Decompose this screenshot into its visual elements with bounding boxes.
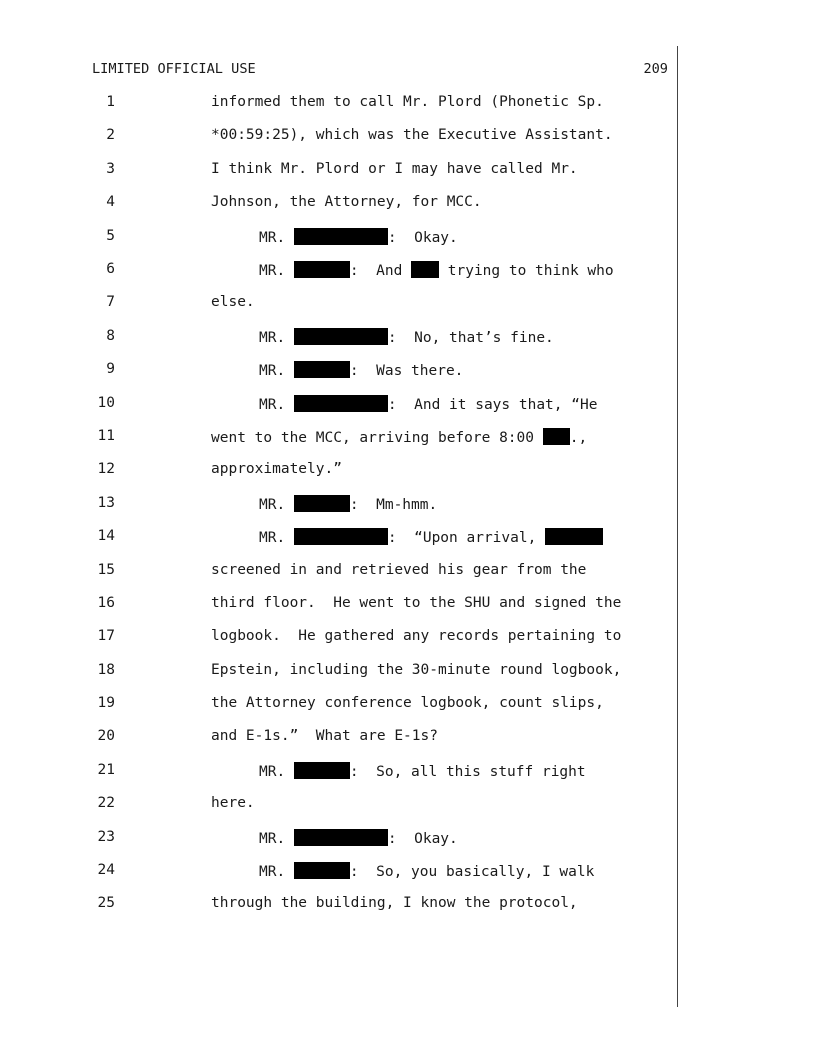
redaction-block <box>294 528 388 545</box>
line-text: MR. : And it says that, “He <box>259 397 598 413</box>
transcript-line <box>0 662 816 686</box>
transcript-line <box>0 895 816 919</box>
line-number: 1 <box>106 94 115 110</box>
line-number: 25 <box>97 895 115 911</box>
line-text: MR. : And trying to think who <box>259 263 614 279</box>
line-text: and E-1s.” What are E-1s? <box>211 728 438 744</box>
transcript-line <box>0 261 816 285</box>
line-text: MR. : So, you basically, I walk <box>259 864 595 880</box>
line-number: 5 <box>106 228 115 244</box>
classification-label: LIMITED OFFICIAL USE <box>92 61 256 77</box>
line-text: screened in and retrieved his gear from the <box>211 562 587 578</box>
line-text: MR. : Was there. <box>259 363 464 379</box>
transcript-line <box>0 829 816 853</box>
transcript-line <box>0 127 816 151</box>
line-text: the Attorney conference logbook, count slips, <box>211 695 604 711</box>
transcript-line <box>0 528 816 552</box>
line-number: 14 <box>97 528 115 544</box>
transcript-line <box>0 361 816 385</box>
line-number: 9 <box>106 361 115 377</box>
line-text: third floor. He went to the SHU and signed the <box>211 595 622 611</box>
line-text: MR. : So, all this stuff right <box>259 764 586 780</box>
transcript-line <box>0 428 816 452</box>
line-text: MR. : Okay. <box>259 831 458 847</box>
line-number: 18 <box>97 662 115 678</box>
transcript-line <box>0 328 816 352</box>
transcript-line <box>0 695 816 719</box>
page-header <box>92 61 668 81</box>
line-text: MR. : Mm-hmm. <box>259 497 438 513</box>
redaction-block <box>294 829 388 846</box>
line-number: 6 <box>106 261 115 277</box>
line-text: approximately.” <box>211 461 342 477</box>
transcript-line <box>0 728 816 752</box>
line-text: else. <box>211 294 255 310</box>
line-number: 13 <box>97 495 115 511</box>
redaction-block <box>545 528 603 545</box>
transcript-line <box>0 628 816 652</box>
line-number: 2 <box>106 127 115 143</box>
transcript-line <box>0 461 816 485</box>
line-text: I think Mr. Plord or I may have called Mr. <box>211 161 578 177</box>
line-number: 11 <box>97 428 115 444</box>
redaction-block <box>294 328 388 345</box>
line-number: 3 <box>106 161 115 177</box>
transcript-line <box>0 94 816 118</box>
line-text: informed them to call Mr. Plord (Phonetic Sp. <box>211 94 604 110</box>
line-number: 16 <box>97 595 115 611</box>
line-text: Johnson, the Attorney, for MCC. <box>211 194 482 210</box>
redaction-block <box>543 428 570 445</box>
line-number: 24 <box>97 862 115 878</box>
line-text: MR. : “Upon arrival, <box>259 528 603 546</box>
transcript-line <box>0 862 816 886</box>
line-text: Epstein, including the 30-minute round logbook, <box>211 662 622 678</box>
redaction-block <box>294 395 388 412</box>
line-text: logbook. He gathered any records pertaining to <box>211 628 622 644</box>
line-text: MR. : No, that’s fine. <box>259 330 554 346</box>
redaction-block <box>294 762 350 779</box>
line-number: 22 <box>97 795 115 811</box>
redaction-block <box>294 862 350 879</box>
line-number: 23 <box>97 829 115 845</box>
line-number: 15 <box>97 562 115 578</box>
transcript-line <box>0 795 816 819</box>
transcript-line <box>0 161 816 185</box>
page-number: 209 <box>643 61 668 77</box>
transcript-line <box>0 495 816 519</box>
transcript-line <box>0 595 816 619</box>
transcript-line <box>0 194 816 218</box>
line-text: MR. : Okay. <box>259 230 458 246</box>
line-number: 10 <box>97 395 115 411</box>
redaction-block <box>411 261 439 278</box>
redaction-block <box>294 495 350 512</box>
line-text: went to the MCC, arriving before 8:00 ., <box>211 430 596 446</box>
line-number: 19 <box>97 695 115 711</box>
line-number: 7 <box>106 294 115 310</box>
line-number: 17 <box>97 628 115 644</box>
line-text: through the building, I know the protocol, <box>211 895 578 911</box>
redaction-block <box>294 261 350 278</box>
transcript-line <box>0 294 816 318</box>
redaction-block <box>294 361 350 378</box>
line-number: 12 <box>97 461 115 477</box>
line-number: 8 <box>106 328 115 344</box>
line-text: *00:59:25), which was the Executive Assistant. <box>211 127 613 143</box>
line-number: 21 <box>97 762 115 778</box>
line-number: 4 <box>106 194 115 210</box>
transcript-line <box>0 562 816 586</box>
transcript-line <box>0 762 816 786</box>
transcript-line <box>0 395 816 419</box>
line-text: here. <box>211 795 255 811</box>
redaction-block <box>294 228 388 245</box>
transcript-line <box>0 228 816 252</box>
line-number: 20 <box>97 728 115 744</box>
